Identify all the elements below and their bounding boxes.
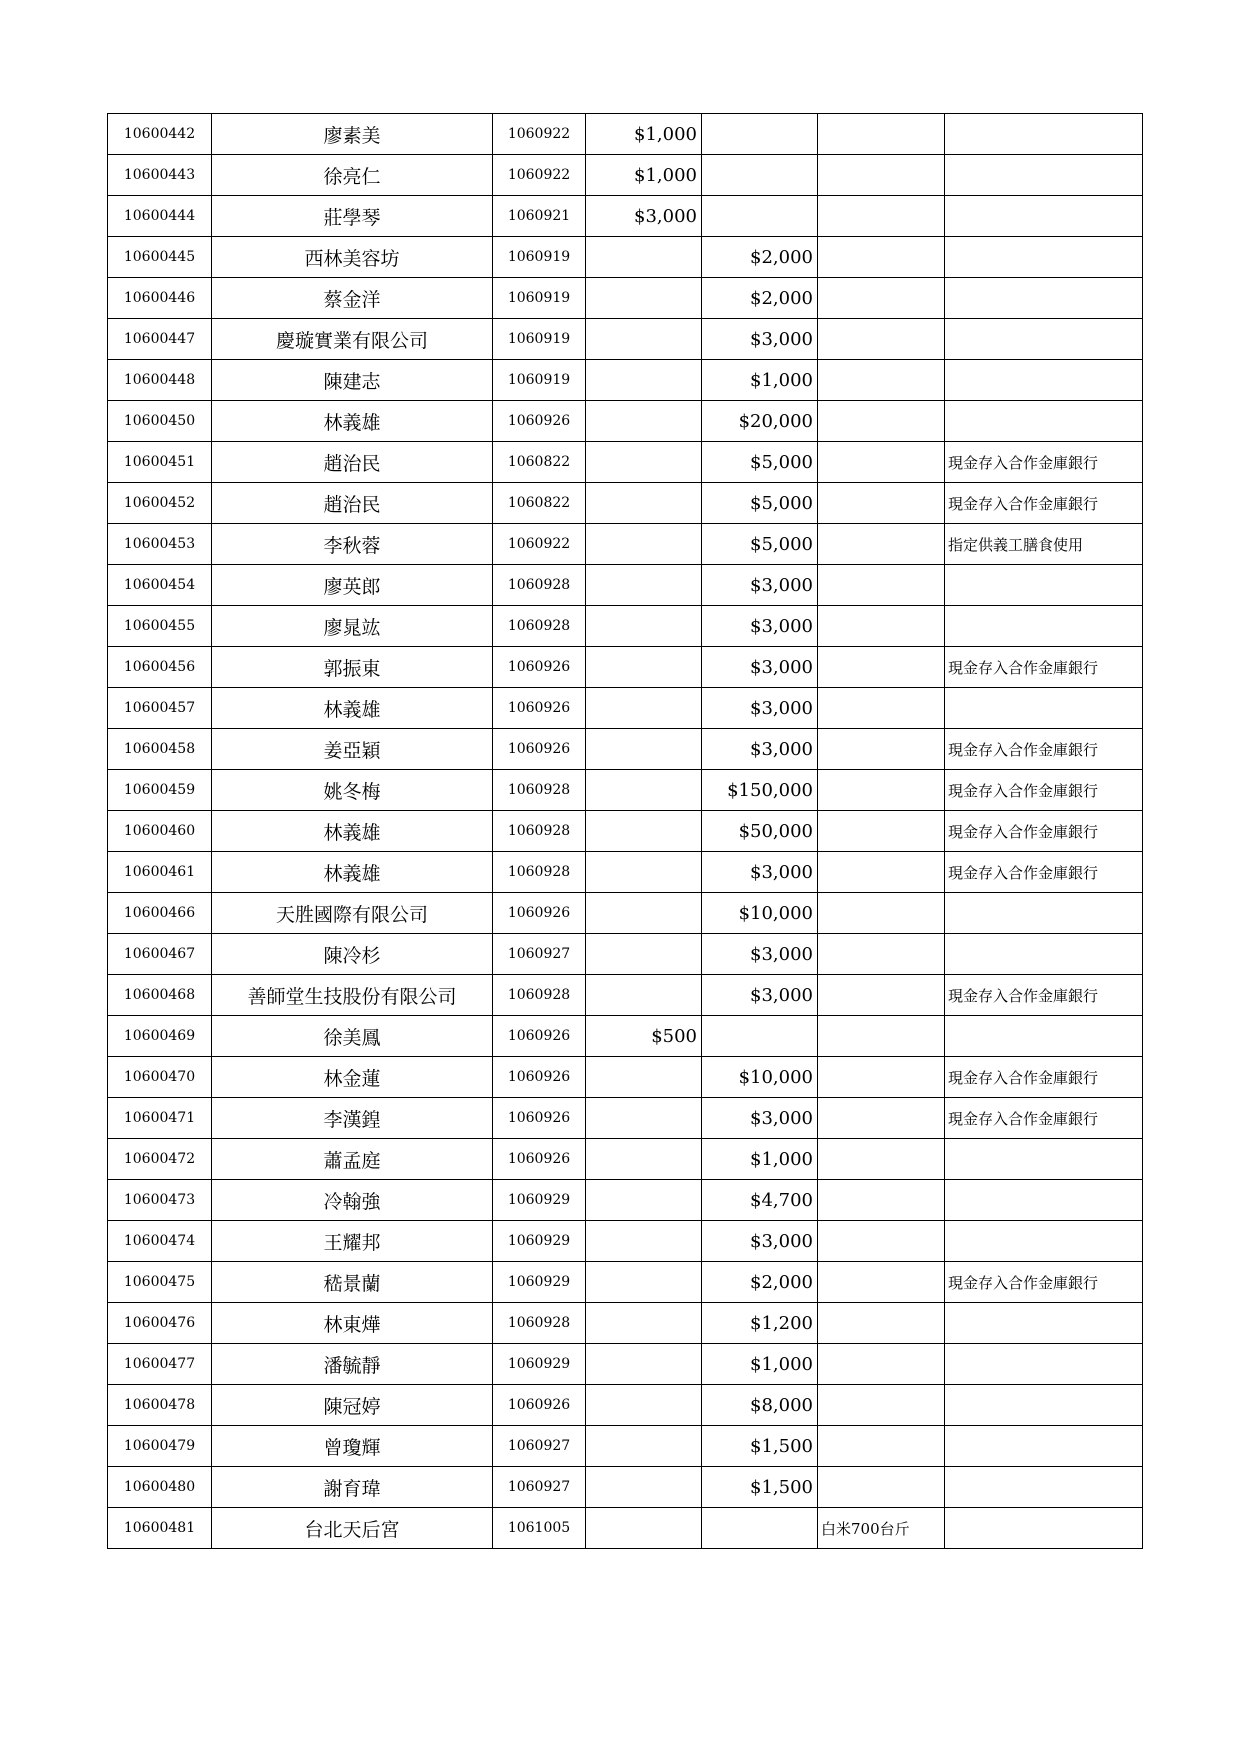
remark: [945, 934, 1143, 975]
receipt-number: 10600476: [108, 1303, 212, 1344]
donor-name: 林東燁: [212, 1303, 493, 1344]
table-row: [108, 1467, 1143, 1508]
donation-date: 1060927: [493, 1426, 586, 1467]
receipt-number: 10600455: [108, 606, 212, 647]
donation-table: [107, 113, 1143, 1549]
in-kind-donation: [818, 606, 945, 647]
receipt-number: 10600477: [108, 1344, 212, 1385]
remark: 現金存入合作金庫銀行: [945, 483, 1143, 524]
amount-cell-b: $5,000: [702, 442, 818, 483]
receipt-number: 10600453: [108, 524, 212, 565]
receipt-number: 10600451: [108, 442, 212, 483]
receipt-number: 10600473: [108, 1180, 212, 1221]
amount-cell-b: $3,000: [702, 934, 818, 975]
in-kind-donation: [818, 934, 945, 975]
in-kind-donation: [818, 401, 945, 442]
amount-cell-b: $3,000: [702, 1221, 818, 1262]
receipt-number: 10600452: [108, 483, 212, 524]
amount-cell-a: [586, 1426, 702, 1467]
table-row: [108, 1508, 1143, 1549]
donation-date: 1060929: [493, 1180, 586, 1221]
table-row: [108, 155, 1143, 196]
table-row: [108, 606, 1143, 647]
amount-cell-b: $10,000: [702, 1057, 818, 1098]
in-kind-donation: [818, 442, 945, 483]
donation-date: 1060928: [493, 852, 586, 893]
amount-cell-a: [586, 811, 702, 852]
remark: [945, 278, 1143, 319]
in-kind-donation: [818, 237, 945, 278]
table-row: [108, 483, 1143, 524]
donor-name: 冷翰強: [212, 1180, 493, 1221]
amount-cell-b: $1,500: [702, 1426, 818, 1467]
table-row: [108, 688, 1143, 729]
in-kind-donation: [818, 893, 945, 934]
table-row: [108, 196, 1143, 237]
donation-date: 1060929: [493, 1262, 586, 1303]
donation-date: 1060927: [493, 1467, 586, 1508]
amount-cell-a: [586, 852, 702, 893]
receipt-number: 10600446: [108, 278, 212, 319]
receipt-number: 10600448: [108, 360, 212, 401]
receipt-number: 10600443: [108, 155, 212, 196]
in-kind-donation: [818, 1057, 945, 1098]
amount-cell-a: [586, 483, 702, 524]
donation-date: 1060822: [493, 442, 586, 483]
amount-cell-a: [586, 278, 702, 319]
table-row: [108, 647, 1143, 688]
amount-cell-b: [702, 155, 818, 196]
in-kind-donation: [818, 1221, 945, 1262]
remark: 現金存入合作金庫銀行: [945, 647, 1143, 688]
receipt-number: 10600470: [108, 1057, 212, 1098]
remark: 現金存入合作金庫銀行: [945, 811, 1143, 852]
in-kind-donation: [818, 155, 945, 196]
table-row: [108, 278, 1143, 319]
donor-name: 姜亞穎: [212, 729, 493, 770]
in-kind-donation: 白米700台斤: [818, 1508, 945, 1549]
in-kind-donation: [818, 524, 945, 565]
in-kind-donation: [818, 1180, 945, 1221]
amount-cell-b: $50,000: [702, 811, 818, 852]
donation-date: 1060922: [493, 524, 586, 565]
amount-cell-b: $3,000: [702, 975, 818, 1016]
remark: 現金存入合作金庫銀行: [945, 770, 1143, 811]
donor-name: 林義雄: [212, 688, 493, 729]
donation-date: 1060929: [493, 1221, 586, 1262]
receipt-number: 10600458: [108, 729, 212, 770]
in-kind-donation: [818, 278, 945, 319]
donation-date: 1060926: [493, 401, 586, 442]
in-kind-donation: [818, 483, 945, 524]
donor-name: 蕭孟庭: [212, 1139, 493, 1180]
remark: [945, 237, 1143, 278]
remark: [945, 1467, 1143, 1508]
amount-cell-a: [586, 1385, 702, 1426]
remark: [945, 1426, 1143, 1467]
amount-cell-a: [586, 360, 702, 401]
donor-name: 潘毓靜: [212, 1344, 493, 1385]
donor-name: 林金蓮: [212, 1057, 493, 1098]
remark: [945, 319, 1143, 360]
receipt-number: 10600459: [108, 770, 212, 811]
amount-cell-a: [586, 401, 702, 442]
donor-name: 慶璇實業有限公司: [212, 319, 493, 360]
table-row: [108, 114, 1143, 155]
donation-date: 1060928: [493, 1303, 586, 1344]
in-kind-donation: [818, 1016, 945, 1057]
table-row: [108, 1426, 1143, 1467]
remark: 現金存入合作金庫銀行: [945, 975, 1143, 1016]
donation-date: 1060926: [493, 1385, 586, 1426]
amount-cell-b: $3,000: [702, 729, 818, 770]
in-kind-donation: [818, 647, 945, 688]
donor-name: 嵇景蘭: [212, 1262, 493, 1303]
receipt-number: 10600480: [108, 1467, 212, 1508]
table-row: [108, 1016, 1143, 1057]
in-kind-donation: [818, 852, 945, 893]
donor-name: 徐美鳳: [212, 1016, 493, 1057]
receipt-number: 10600454: [108, 565, 212, 606]
remark: 現金存入合作金庫銀行: [945, 1057, 1143, 1098]
amount-cell-b: $3,000: [702, 565, 818, 606]
in-kind-donation: [818, 1098, 945, 1139]
table-row: [108, 729, 1143, 770]
amount-cell-b: $3,000: [702, 1098, 818, 1139]
amount-cell-a: [586, 770, 702, 811]
in-kind-donation: [818, 1467, 945, 1508]
amount-cell-a: [586, 1221, 702, 1262]
amount-cell-a: [586, 1262, 702, 1303]
remark: 現金存入合作金庫銀行: [945, 1262, 1143, 1303]
in-kind-donation: [818, 1385, 945, 1426]
amount-cell-b: $4,700: [702, 1180, 818, 1221]
amount-cell-b: $3,000: [702, 688, 818, 729]
donation-date: 1060926: [493, 1016, 586, 1057]
in-kind-donation: [818, 565, 945, 606]
amount-cell-a: [586, 1180, 702, 1221]
amount-cell-a: [586, 319, 702, 360]
table-row: [108, 1385, 1143, 1426]
amount-cell-a: $3,000: [586, 196, 702, 237]
donation-date: 1060919: [493, 278, 586, 319]
table-row: [108, 1098, 1143, 1139]
receipt-number: 10600445: [108, 237, 212, 278]
donor-name: 曾瓊輝: [212, 1426, 493, 1467]
receipt-number: 10600467: [108, 934, 212, 975]
remark: [945, 401, 1143, 442]
table-row: [108, 975, 1143, 1016]
donation-date: 1060822: [493, 483, 586, 524]
table-row: [108, 1180, 1143, 1221]
donation-date: 1060927: [493, 934, 586, 975]
donation-date: 1060922: [493, 155, 586, 196]
amount-cell-a: [586, 442, 702, 483]
amount-cell-b: $1,000: [702, 1344, 818, 1385]
amount-cell-b: $3,000: [702, 606, 818, 647]
receipt-number: 10600469: [108, 1016, 212, 1057]
donor-name: 天胜國際有限公司: [212, 893, 493, 934]
amount-cell-b: $3,000: [702, 852, 818, 893]
amount-cell-b: $2,000: [702, 237, 818, 278]
donor-name: 李漢鍠: [212, 1098, 493, 1139]
donor-name: 趙治民: [212, 442, 493, 483]
receipt-number: 10600468: [108, 975, 212, 1016]
table-row: [108, 237, 1143, 278]
donation-date: 1060921: [493, 196, 586, 237]
receipt-number: 10600447: [108, 319, 212, 360]
receipt-number: 10600460: [108, 811, 212, 852]
amount-cell-a: [586, 1139, 702, 1180]
donation-date: 1060928: [493, 606, 586, 647]
table-row: [108, 1262, 1143, 1303]
amount-cell-a: $1,000: [586, 114, 702, 155]
receipt-number: 10600478: [108, 1385, 212, 1426]
donor-name: 蔡金洋: [212, 278, 493, 319]
donation-date: 1060928: [493, 975, 586, 1016]
in-kind-donation: [818, 1344, 945, 1385]
table-row: [108, 442, 1143, 483]
in-kind-donation: [818, 1303, 945, 1344]
donation-date: 1060929: [493, 1344, 586, 1385]
amount-cell-a: [586, 934, 702, 975]
donation-date: 1060919: [493, 237, 586, 278]
donor-name: 姚冬梅: [212, 770, 493, 811]
amount-cell-b: $5,000: [702, 483, 818, 524]
remark: [945, 1385, 1143, 1426]
receipt-number: 10600466: [108, 893, 212, 934]
table-row: [108, 934, 1143, 975]
donor-name: 林義雄: [212, 811, 493, 852]
in-kind-donation: [818, 811, 945, 852]
remark: [945, 606, 1143, 647]
donor-name: 西林美容坊: [212, 237, 493, 278]
table-body: [108, 114, 1143, 1549]
donation-date: 1060926: [493, 893, 586, 934]
table-row: [108, 770, 1143, 811]
in-kind-donation: [818, 975, 945, 1016]
donor-name: 廖素美: [212, 114, 493, 155]
receipt-number: 10600450: [108, 401, 212, 442]
amount-cell-a: [586, 1508, 702, 1549]
in-kind-donation: [818, 729, 945, 770]
donation-date: 1060919: [493, 360, 586, 401]
amount-cell-b: $2,000: [702, 278, 818, 319]
in-kind-donation: [818, 114, 945, 155]
table-row: [108, 852, 1143, 893]
receipt-number: 10600444: [108, 196, 212, 237]
amount-cell-b: [702, 114, 818, 155]
donation-date: 1060926: [493, 1139, 586, 1180]
amount-cell-b: $1,000: [702, 1139, 818, 1180]
donation-date: 1060926: [493, 1057, 586, 1098]
donation-date: 1060926: [493, 729, 586, 770]
amount-cell-b: $1,500: [702, 1467, 818, 1508]
remark: [945, 1016, 1143, 1057]
remark: [945, 565, 1143, 606]
remark: [945, 688, 1143, 729]
remark: [945, 1508, 1143, 1549]
table-row: [108, 1303, 1143, 1344]
amount-cell-a: $1,000: [586, 155, 702, 196]
receipt-number: 10600479: [108, 1426, 212, 1467]
amount-cell-b: $5,000: [702, 524, 818, 565]
amount-cell-a: [586, 647, 702, 688]
donation-date: 1060926: [493, 1098, 586, 1139]
donation-date: 1060928: [493, 770, 586, 811]
amount-cell-a: [586, 1098, 702, 1139]
remark: [945, 1139, 1143, 1180]
amount-cell-a: [586, 729, 702, 770]
amount-cell-b: $20,000: [702, 401, 818, 442]
donor-name: 林義雄: [212, 401, 493, 442]
amount-cell-b: $3,000: [702, 647, 818, 688]
amount-cell-b: $2,000: [702, 1262, 818, 1303]
in-kind-donation: [818, 360, 945, 401]
amount-cell-b: $8,000: [702, 1385, 818, 1426]
receipt-number: 10600474: [108, 1221, 212, 1262]
donor-name: 王耀邦: [212, 1221, 493, 1262]
receipt-number: 10600457: [108, 688, 212, 729]
remark: [945, 1221, 1143, 1262]
amount-cell-a: [586, 1057, 702, 1098]
remark: 現金存入合作金庫銀行: [945, 442, 1143, 483]
donor-name: 陳冷杉: [212, 934, 493, 975]
amount-cell-a: [586, 606, 702, 647]
donor-name: 莊學琴: [212, 196, 493, 237]
in-kind-donation: [818, 196, 945, 237]
table-row: [108, 1057, 1143, 1098]
donor-name: 陳冠婷: [212, 1385, 493, 1426]
in-kind-donation: [818, 688, 945, 729]
donor-name: 趙治民: [212, 483, 493, 524]
amount-cell-a: [586, 1303, 702, 1344]
amount-cell-a: [586, 1344, 702, 1385]
receipt-number: 10600481: [108, 1508, 212, 1549]
amount-cell-a: [586, 237, 702, 278]
donation-date: 1060919: [493, 319, 586, 360]
table-row: [108, 1221, 1143, 1262]
donor-name: 謝育瑋: [212, 1467, 493, 1508]
in-kind-donation: [818, 1139, 945, 1180]
donor-name: 林義雄: [212, 852, 493, 893]
table-row: [108, 401, 1143, 442]
receipt-number: 10600475: [108, 1262, 212, 1303]
remark: 現金存入合作金庫銀行: [945, 852, 1143, 893]
amount-cell-a: [586, 688, 702, 729]
table-row: [108, 893, 1143, 934]
donation-date: 1060928: [493, 811, 586, 852]
amount-cell-b: $150,000: [702, 770, 818, 811]
amount-cell-a: [586, 893, 702, 934]
table-row: [108, 319, 1143, 360]
table-row: [108, 524, 1143, 565]
table-row: [108, 360, 1143, 401]
donor-name: 陳建志: [212, 360, 493, 401]
amount-cell-b: $10,000: [702, 893, 818, 934]
donation-date: 1061005: [493, 1508, 586, 1549]
donor-name: 台北天后宮: [212, 1508, 493, 1549]
remark: [945, 1303, 1143, 1344]
donor-name: 徐亮仁: [212, 155, 493, 196]
amount-cell-b: [702, 196, 818, 237]
donation-date: 1060926: [493, 647, 586, 688]
donor-name: 郭振東: [212, 647, 493, 688]
table-row: [108, 811, 1143, 852]
remark: [945, 360, 1143, 401]
remark: [945, 196, 1143, 237]
receipt-number: 10600456: [108, 647, 212, 688]
donation-date: 1060926: [493, 688, 586, 729]
amount-cell-a: [586, 975, 702, 1016]
amount-cell-b: $1,200: [702, 1303, 818, 1344]
amount-cell-a: [586, 1467, 702, 1508]
table-row: [108, 565, 1143, 606]
donor-name: 廖晁竑: [212, 606, 493, 647]
remark: [945, 893, 1143, 934]
receipt-number: 10600471: [108, 1098, 212, 1139]
donor-name: 廖英郎: [212, 565, 493, 606]
in-kind-donation: [818, 1426, 945, 1467]
remark: [945, 1180, 1143, 1221]
remark: 現金存入合作金庫銀行: [945, 729, 1143, 770]
in-kind-donation: [818, 770, 945, 811]
amount-cell-a: $500: [586, 1016, 702, 1057]
amount-cell-b: [702, 1508, 818, 1549]
amount-cell-b: $3,000: [702, 319, 818, 360]
remark: 指定供義工膳食使用: [945, 524, 1143, 565]
donation-date: 1060922: [493, 114, 586, 155]
in-kind-donation: [818, 1262, 945, 1303]
in-kind-donation: [818, 319, 945, 360]
table-row: [108, 1344, 1143, 1385]
remark: 現金存入合作金庫銀行: [945, 1098, 1143, 1139]
donor-name: 李秋蓉: [212, 524, 493, 565]
amount-cell-a: [586, 565, 702, 606]
amount-cell-b: $1,000: [702, 360, 818, 401]
donor-name: 善師堂生技股份有限公司: [212, 975, 493, 1016]
amount-cell-b: [702, 1016, 818, 1057]
receipt-number: 10600461: [108, 852, 212, 893]
receipt-number: 10600472: [108, 1139, 212, 1180]
amount-cell-a: [586, 524, 702, 565]
donation-date: 1060928: [493, 565, 586, 606]
receipt-number: 10600442: [108, 114, 212, 155]
remark: [945, 1344, 1143, 1385]
table-row: [108, 1139, 1143, 1180]
remark: [945, 155, 1143, 196]
remark: [945, 114, 1143, 155]
